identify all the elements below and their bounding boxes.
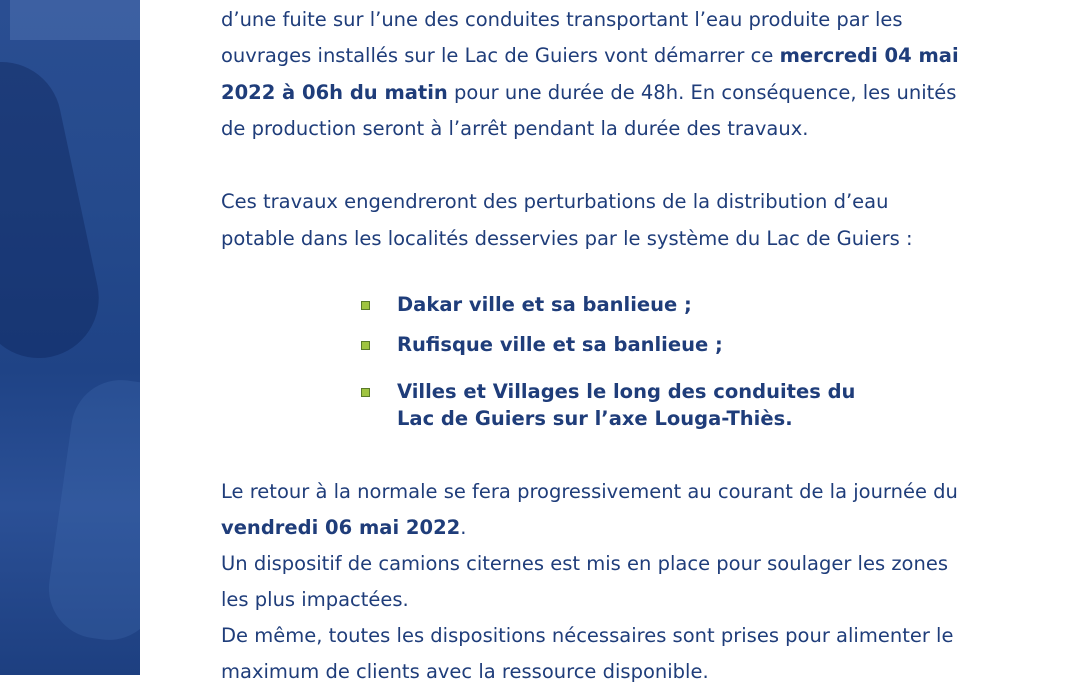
text-span: Le retour à la normale se fera progressivement au courant de la journée du [221,480,958,503]
end-date-bold: vendredi 06 mai 2022 [221,516,461,539]
square-bullet-icon [361,341,370,350]
photo-shade [42,374,140,647]
text-span: . [460,516,467,539]
text-line [221,510,993,547]
text-line [221,184,993,221]
text-span: maximum de clients avec la ressource disponible. [221,660,709,683]
text-span: De même, toutes les dispositions nécessaires sont prises pour alimenter le [221,624,954,647]
text-line [221,111,993,148]
text-span: les plus impactées. [221,588,409,611]
list-item-line: Villes et Villages le long des conduites du [397,380,856,403]
text-line [221,546,993,583]
square-bullet-icon [361,388,370,397]
text-line [221,75,993,112]
list-item-line: Lac de Guiers sur l’axe Louga-Thiès. [397,407,793,430]
text-line [221,2,993,39]
text-span: de production seront à l’arrêt pendant la durée des travaux. [221,117,809,140]
photo-shade [0,51,110,369]
side-photo-band [0,0,140,675]
text-span: Un dispositif de camions citernes est mis en place pour soulager les zones [221,552,949,575]
list-item-label [397,378,917,432]
text-line [221,618,993,655]
list-item-label: Dakar ville et sa banlieue ; [397,293,692,316]
text-span: potable dans les localités desservies par le système du Lac de Guiers : [221,227,913,250]
photo-shade [10,0,140,40]
text-line [221,582,993,619]
start-time-bold: 2022 à 06h du matin [221,81,448,104]
text-span: Ces travaux engendreront des perturbations de la distribution d’eau [221,190,889,213]
text-span: ouvrages installés sur le Lac de Guiers vont démarrer ce [221,44,780,67]
text-line [221,654,993,691]
text-line [221,38,993,75]
start-date-bold: mercredi 04 mai [779,44,959,67]
list-item-label: Rufisque ville et sa banlieue ; [397,333,723,356]
square-bullet-icon [361,301,370,310]
text-line [221,474,993,511]
text-span: d’une fuite sur l’une des conduites transportant l’eau produite par les [221,8,903,31]
text-line [221,221,993,258]
text-span: pour une durée de 48h. En conséquence, les unités [447,81,957,104]
